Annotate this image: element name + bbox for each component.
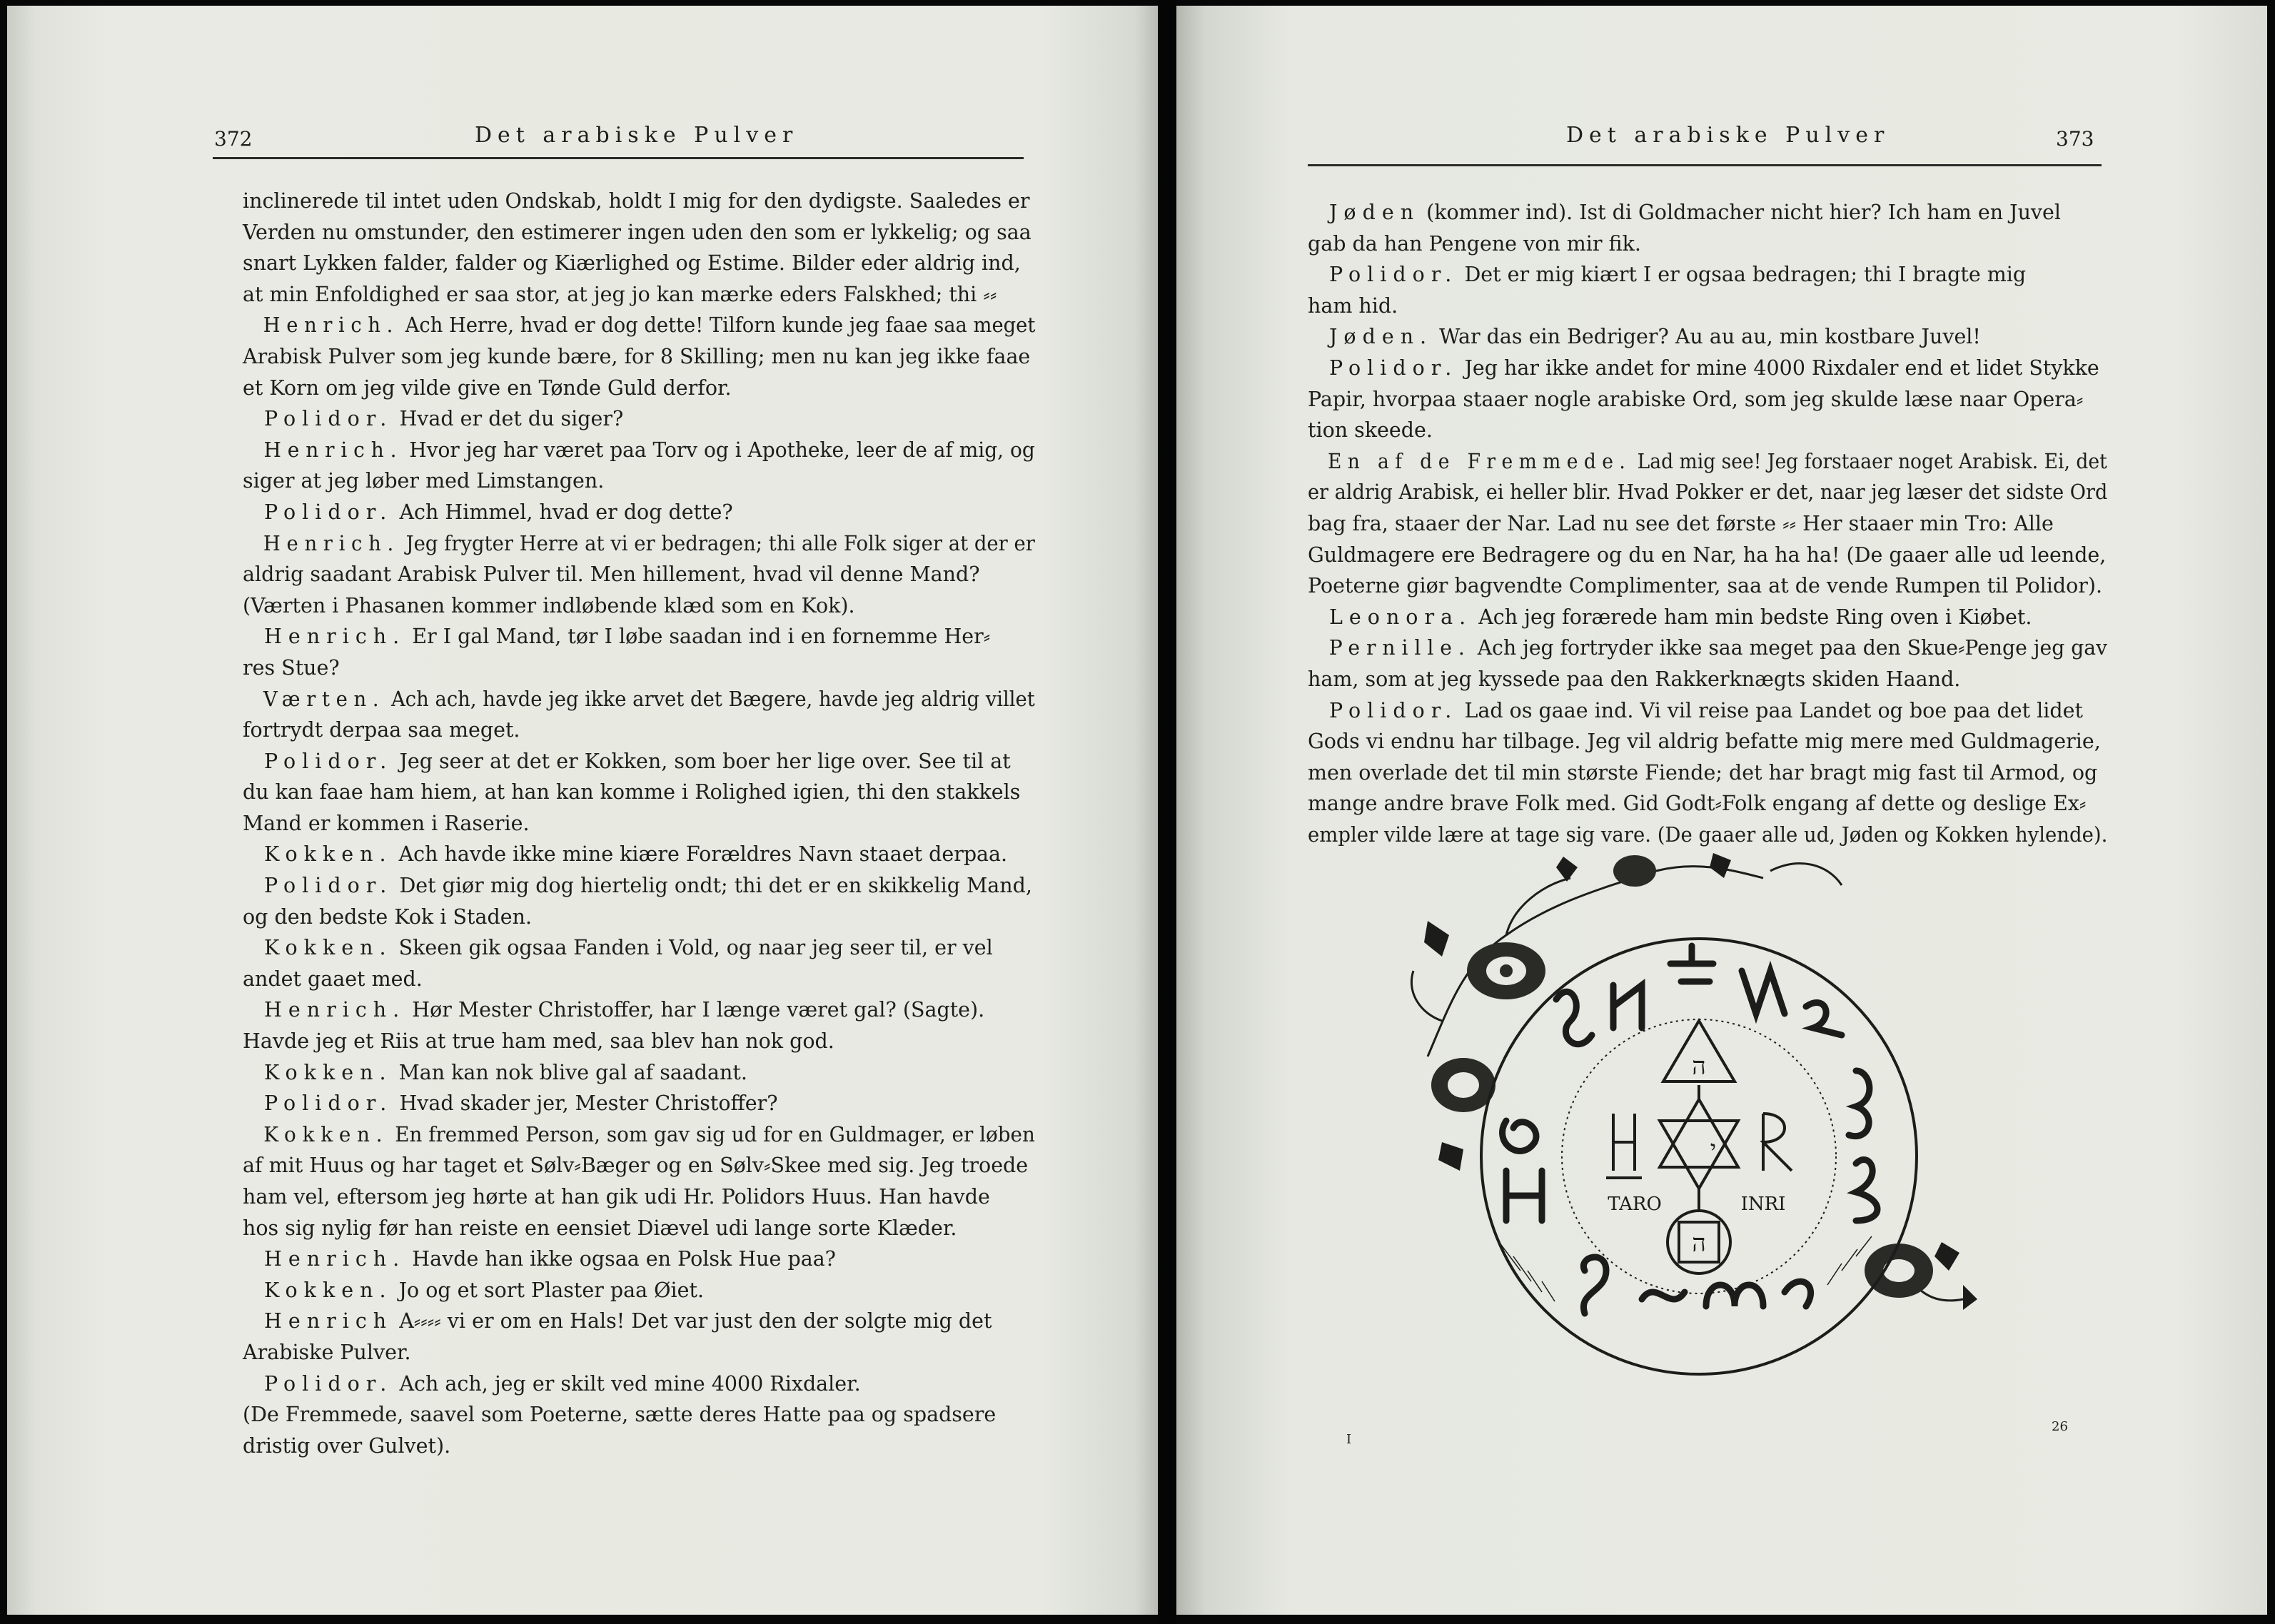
text-line: [243, 808, 1035, 839]
line-text: Ach jeg forærede ham min bedste Ring oven i Kiøbet.: [1478, 605, 2032, 629]
line-text: Havde han ikke ogsaa en Polsk Hue paa?: [412, 1247, 836, 1271]
line-text: A⸗⸗⸗⸗ vi er om en Hals! Det var just den der solgte mig det: [399, 1309, 992, 1333]
speaker-name: Henrich.: [263, 438, 403, 462]
line-text: er aldrig Arabisk, ei heller blir. Hvad Pokker er det, naar jeg læser det sidste Ord: [1308, 480, 2108, 505]
text-line: [243, 435, 1035, 466]
line-text: Ach jeg fortryder ikke saa meget paa den Skue⸗Penge jeg gav: [1477, 636, 2108, 660]
star-triangle-down: [1660, 1121, 1738, 1189]
seal-letter-he-bottom: ה: [1692, 1229, 1706, 1258]
text-line: [1308, 788, 2107, 819]
text-line: [243, 1399, 1035, 1431]
text-line: [1308, 384, 2107, 415]
line-text: siger at jeg løber med Limstangen.: [243, 469, 605, 493]
signature-mark: I: [1346, 1432, 1352, 1447]
speaker-name: Kokken.: [264, 1278, 393, 1302]
line-text: et Korn om jeg vilde give en Tønde Guld derfor.: [243, 375, 732, 400]
text-line: [243, 777, 1035, 808]
magic-seal-vignette: [1399, 842, 2006, 1406]
line-text: Skeen gik ogsaa Fanden i Vold, og naar jeg seer til, er vel: [398, 936, 993, 960]
line-text: gab da han Pengene von mir fik.: [1308, 231, 1641, 256]
text-line: [1308, 602, 2107, 633]
text-line: [1308, 664, 2107, 695]
text-line: [243, 217, 1035, 248]
text-line: [243, 341, 1035, 373]
text-line: [1308, 695, 2107, 727]
speaker-name: Polidor.: [264, 874, 393, 898]
text-line: [1308, 632, 2108, 664]
line-text: inclinerede til intet uden Ondskab, holdt I mig for den dydigste. Saaledes er: [243, 189, 1030, 213]
left-text-block: [243, 186, 1035, 1461]
text-line: [1308, 321, 2107, 353]
text-line: [243, 403, 1035, 435]
line-text: Ach Himmel, hvad er dog dette?: [399, 500, 733, 524]
text-line: [243, 870, 1035, 902]
line-text: tion skeede.: [1308, 418, 1433, 443]
speaker-name: Polidor.: [1329, 263, 1458, 287]
text-line: [243, 684, 1035, 715]
text-line: [243, 1431, 1035, 1462]
speaker-name: Henrich.: [264, 1247, 406, 1271]
text-line: [1308, 291, 2107, 322]
speaker-name: Henrich.: [263, 313, 399, 338]
speaker-name: Pernille.: [1328, 636, 1471, 660]
line-text: res Stue?: [243, 655, 340, 680]
line-text: Det giør mig dog hiertelig ondt; thi det er en skikkelig Mand,: [399, 874, 1032, 898]
text-line: [1308, 259, 2107, 291]
text-line: [1308, 757, 2107, 789]
speaker-name: Polidor.: [1329, 355, 1458, 380]
line-text: Man kan nok blive gal af saadant.: [398, 1060, 747, 1084]
text-line: [243, 310, 1036, 341]
header-rule-left: [213, 157, 1024, 159]
text-line: [243, 1181, 1035, 1213]
line-text: (kommer ind). Ist di Goldmacher nicht hier? Ich ham en Juvel: [1426, 201, 2062, 224]
line-text: Verden nu omstunder, den estimerer ingen uden den som er lykkelig; og saa: [243, 220, 1031, 244]
line-text: Ach Herre, hvad er dog dette! Tilforn kunde jeg faae saa meget: [405, 313, 1036, 338]
text-line: [243, 248, 1035, 279]
speaker-name: Henrich.: [263, 531, 400, 555]
line-text: Hør Mester Christoffer, har I længe været gal? (Sagte).: [412, 998, 985, 1022]
line-text: Lad mig see! Jeg forstaaer noget Arabisk. Ei, det: [1637, 449, 2107, 473]
text-line: [243, 497, 1035, 528]
line-text: du kan faae ham hiem, at han kan komme i Rolighed igien, thi den stakkels: [243, 780, 1021, 805]
line-text: Jeg seer at det er Kokken, som boer her lige over. See til at: [399, 749, 1011, 773]
text-line: [243, 373, 1035, 404]
text-line: [243, 1275, 1035, 1306]
line-text: bag fra, staaer der Nar. Lad nu see det første ⸗⸗ Her staaer min Tro: Alle: [1308, 511, 2054, 535]
text-line: [243, 186, 1035, 217]
flower-3: [1613, 855, 1656, 887]
line-text: og den bedste Kok i Staden.: [243, 904, 533, 929]
line-text: Havde jeg et Riis at true ham med, saa blev han nok god.: [243, 1029, 834, 1054]
speaker-name: Henrich: [264, 1309, 393, 1333]
text-line: [1308, 540, 2107, 571]
line-text: Hvor jeg har været paa Torv og i Apotheke, leer de af mig, og: [409, 438, 1035, 462]
line-text: Lad os gaae ind. Vi vil reise paa Landet og boe paa det lidet: [1464, 698, 2083, 722]
speaker-name: Kokken.: [264, 936, 393, 960]
seal-letter-he-top: ה: [1692, 1052, 1706, 1081]
left-page: [7, 6, 1158, 1615]
line-text: ham vel, eftersom jeg hørte at han gik udi Hr. Polidors Huus. Han havde: [243, 1185, 990, 1209]
text-line: [1308, 353, 2107, 384]
text-line: [243, 715, 1035, 746]
speaker-name: Polidor.: [264, 500, 393, 524]
seal-letter-yod: י: [1710, 1135, 1717, 1162]
line-text: Hvad er det du siger?: [399, 407, 624, 431]
star-triangle-up: [1660, 1099, 1738, 1167]
line-text: Ach havde ikke mine kiære Forældres Navn staaet derpaa.: [398, 842, 1008, 867]
speaker-name: Polidor.: [264, 749, 393, 773]
text-line: [1308, 508, 2107, 540]
book-gutter: [1158, 0, 1176, 1624]
text-line: [1308, 726, 2107, 757]
text-line: [1308, 415, 2107, 446]
line-text: En fremmed Person, som gav sig ud for en Guldmager, er løben: [395, 1122, 1035, 1146]
text-line: [243, 652, 1035, 684]
line-text: Arabisk Pulver som jeg kunde bære, for 8 Skilling; men nu kan jeg ikke faae: [243, 344, 1031, 368]
text-line: [243, 1119, 1035, 1151]
sheet-number: 26: [2052, 1419, 2068, 1434]
line-text: ham hid.: [1308, 293, 1398, 318]
line-text: Hvad skader jer, Mester Christoffer?: [399, 1091, 778, 1116]
speaker-name: Henrich.: [264, 998, 406, 1022]
text-line: [1308, 228, 2107, 260]
text-line: [1308, 477, 2108, 508]
line-text: ham, som at jeg kyssede paa den Rakkerknægts skiden Haand.: [1308, 667, 1961, 691]
header-rule-right: [1308, 164, 2102, 166]
line-text: Guldmagere ere Bedragere og du en Nar, ha ha ha! (De gaaer alle ud leende,: [1308, 543, 2107, 567]
speaker-name: Polidor.: [1329, 698, 1458, 722]
text-line: [243, 1244, 1035, 1275]
text-line: [243, 1213, 1035, 1244]
text-line: [243, 1150, 1035, 1181]
speaker-name: Jøden: [1329, 201, 1421, 224]
speaker-name: Jøden.: [1329, 325, 1433, 349]
text-line: [243, 994, 1035, 1026]
line-text: fortrydt derpaa saa meget.: [243, 718, 520, 742]
text-line: [243, 621, 1035, 652]
text-line: [243, 902, 1035, 933]
text-line: [243, 1026, 1035, 1057]
line-text: (De Fremmede, saavel som Poeterne, sætte deres Hatte paa og spadsere: [243, 1403, 997, 1427]
line-text: Jo og et sort Plaster paa Øiet.: [398, 1278, 705, 1302]
line-text: Jeg har ikke andet for mine 4000 Rixdaler end et lidet Stykke: [1464, 355, 2099, 380]
text-line: [243, 1337, 1035, 1368]
speaker-name: Polidor.: [264, 1371, 393, 1396]
text-line: [243, 590, 1035, 622]
line-text: Ach ach, havde jeg ikke arvet det Bægere, havde jeg aldrig villet: [390, 687, 1035, 711]
text-line: [243, 465, 1035, 497]
line-text: dristig over Gulvet).: [243, 1433, 451, 1458]
line-text: Arabiske Pulver.: [243, 1340, 411, 1364]
text-line: [243, 279, 1035, 311]
line-text: hos sig nylig før han reiste en eensiet Diævel udi lange sorte Klæder.: [243, 1216, 957, 1240]
speaker-name: Henrich.: [264, 625, 406, 649]
running-title-right: Det arabiske Pulver: [1566, 123, 1890, 148]
line-text: Ach ach, jeg er skilt ved mine 4000 Rixdaler.: [399, 1371, 861, 1396]
line-text: af mit Huus og har taget et Sølv⸗Bæger og en Sølv⸗Skee med sig. Jeg troede: [243, 1154, 1029, 1178]
line-text: at min Enfoldighed er saa stor, at jeg jo kan mærke eders Falskhed; thi ⸗⸗: [243, 282, 997, 306]
line-text: Mand er kommen i Raserie.: [243, 811, 530, 835]
line-text: Er I gal Mand, tør I løbe saadan ind i en fornemme Her⸗: [412, 625, 991, 649]
line-text: Jeg frygter Herre at vi er bedragen; thi alle Folk siger at der er: [405, 531, 1035, 555]
seal-word-inri: INRI: [1740, 1194, 1786, 1215]
text-line: [243, 932, 1035, 964]
speaker-name: Polidor.: [264, 407, 393, 431]
running-title-left: Det arabiske Pulver: [475, 123, 799, 148]
speaker-name: Polidor.: [264, 1091, 393, 1116]
page-number-left: 372: [214, 127, 253, 151]
line-text: Det er mig kiært I er ogsaa bedragen; thi I bragte mig: [1464, 263, 2027, 287]
line-text: mange andre brave Folk med. Gid Godt⸗Folk engang af dette og deslige Ex⸗: [1308, 792, 2087, 816]
text-line: [243, 964, 1035, 995]
text-line: [243, 1306, 1035, 1337]
speaker-name: Kokken.: [264, 842, 393, 867]
line-text: snart Lykken falder, falder og Kiærlighed og Estime. Bilder eder aldrig ind,: [243, 251, 1021, 276]
line-text: andet gaaet med.: [243, 967, 423, 991]
line-text: aldrig saadant Arabisk Pulver til. Men hillement, hvad vil denne Mand?: [243, 563, 980, 587]
seal-outer-ring: [1481, 939, 1917, 1374]
line-text: empler vilde lære at tage sig vare. (De gaaer alle ud, Jøden og Kokken hylende).: [1308, 822, 2108, 847]
text-line: [243, 1057, 1035, 1089]
text-line: [243, 528, 1035, 560]
line-text: men overlade det til min største Fiende; det har bragt mig fast til Armod, og: [1308, 760, 2098, 785]
text-line: [1308, 446, 2107, 478]
seal-word-taro: TARO: [1608, 1194, 1662, 1215]
text-line: [1308, 570, 2107, 602]
text-line: [243, 839, 1035, 870]
text-line: [1308, 197, 2107, 228]
text-line: [243, 1088, 1035, 1119]
line-text: Papir, hvorpaa staaer nogle arabiske Ord, som jeg skulde læse naar Opera⸗: [1308, 387, 2084, 411]
speaker-name: En af de Fremmede.: [1327, 449, 1632, 473]
speaker-name: Kokken.: [264, 1060, 393, 1084]
line-text: Gods vi endnu har tilbage. Jeg vil aldrig befatte mig mere med Guldmagerie,: [1308, 730, 2101, 754]
line-text: Poeterne giør bagvendte Complimenter, saa at de vende Rumpen til Polidor).: [1308, 574, 2103, 598]
line-text: War das ein Bedriger? Au au au, min kostbare Juvel!: [1439, 325, 1981, 349]
speaker-name: Kokken.: [263, 1122, 389, 1146]
speaker-name: Leonora.: [1329, 605, 1473, 629]
text-line: [243, 559, 1035, 590]
line-text: (Værten i Phasanen kommer indløbende klæd som en Kok).: [243, 593, 855, 617]
text-line: [243, 1368, 1035, 1400]
page-number-right: 373: [2056, 127, 2094, 151]
speaker-name: Værten.: [263, 687, 385, 711]
right-text-block: [1308, 197, 2107, 850]
text-line: [243, 746, 1035, 777]
